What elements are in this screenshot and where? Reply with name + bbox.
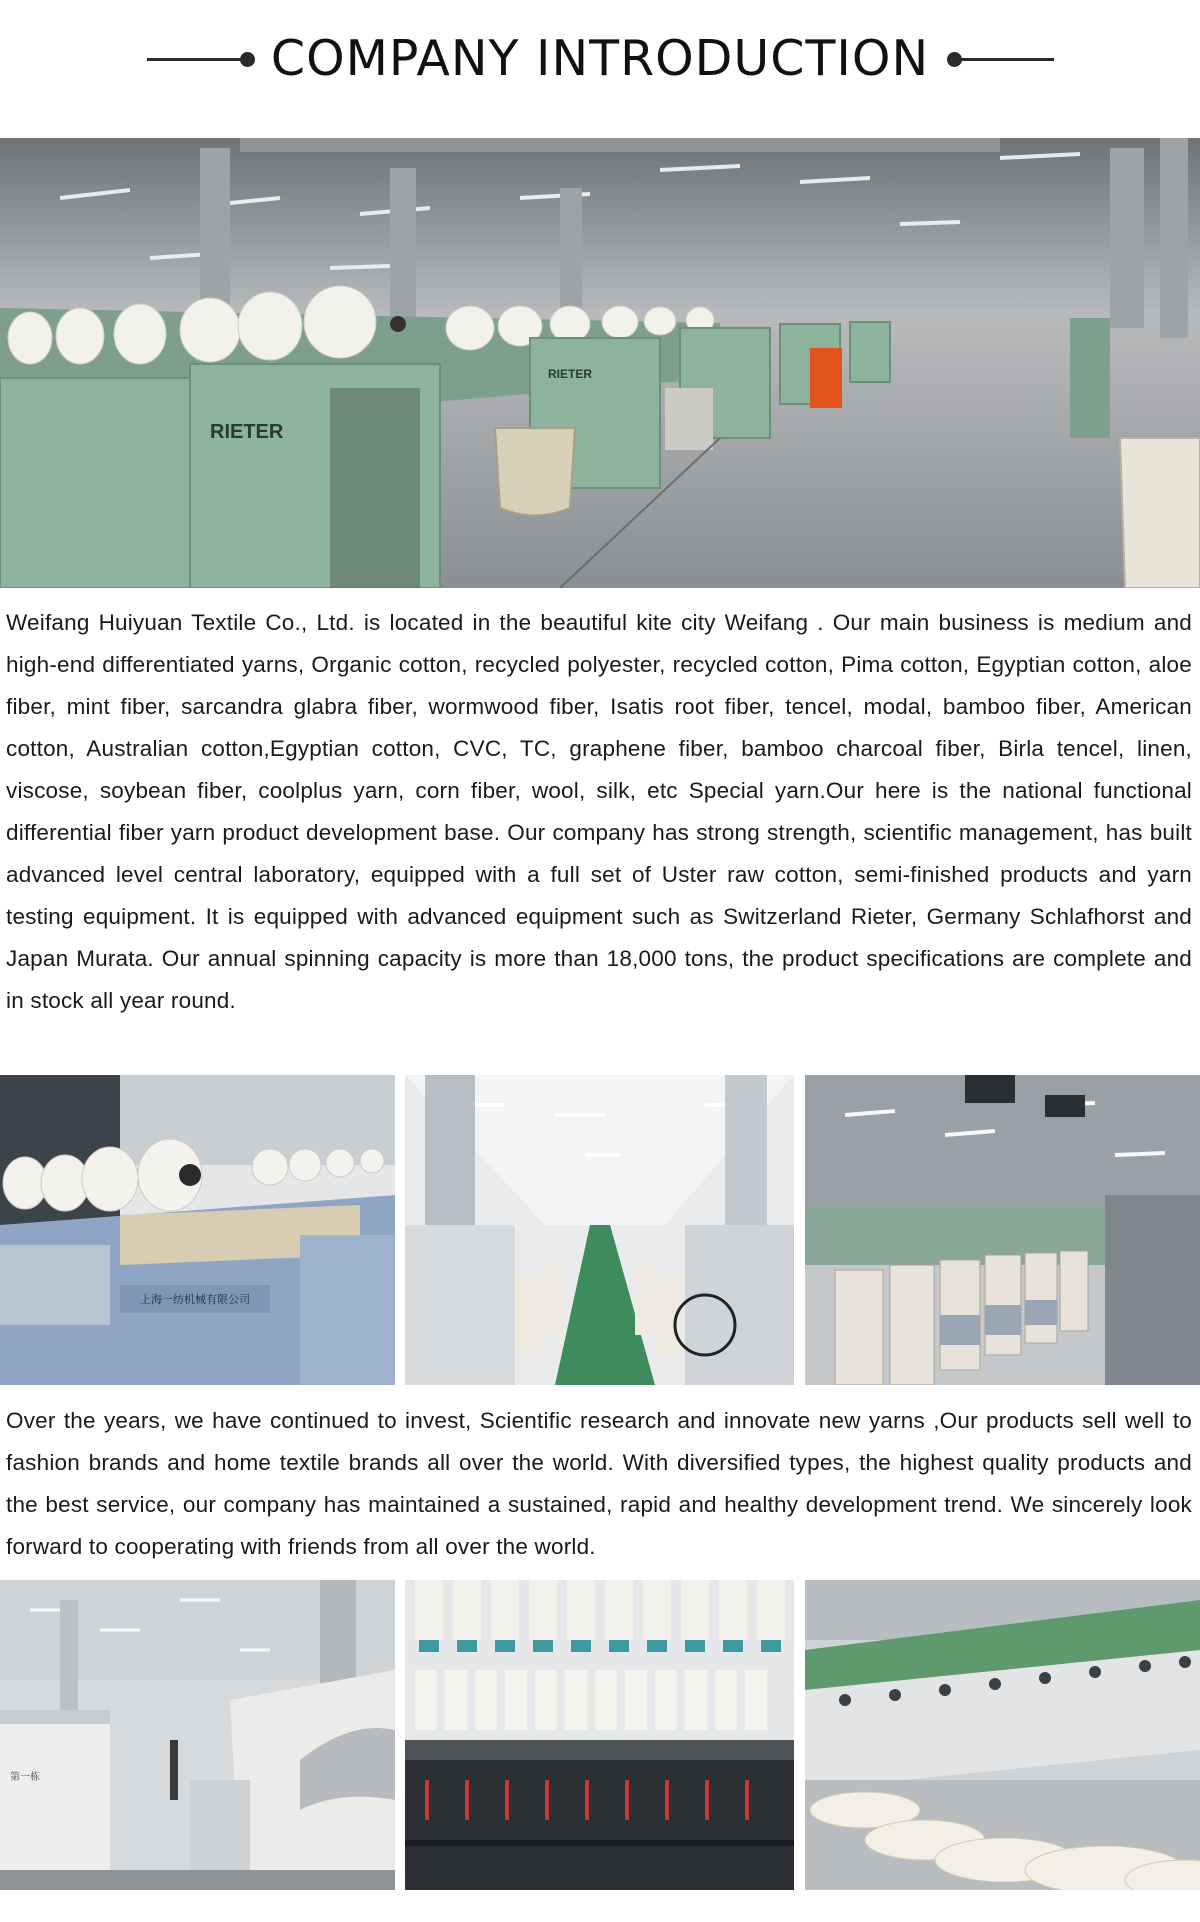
header-rule-right [953, 58, 1054, 61]
photo-roving-frame [405, 1580, 794, 1890]
photo-drawing-frames [805, 1075, 1200, 1385]
hero-factory-photo [0, 138, 1200, 588]
photo-winding-machines [805, 1580, 1200, 1890]
rieter-logo-2: RIETER [548, 367, 593, 381]
photo-combing-room [0, 1580, 395, 1890]
rieter-logo: RIETER [210, 421, 284, 443]
machine-maker-label: 上海一纺机械有限公司 [140, 1293, 250, 1306]
section-header [0, 0, 1200, 120]
page-title: COMPANY INTRODUCTION [270, 30, 930, 87]
intro-paragraph-2: Over the years, we have continued to invest, Scientific research and innovate new yarns ,Our products sell well to fashion brands and home textile brands all over the world. With diversified types, the highest quality products and the best service, our company has maintained a sustained, rapid and healthy development trend. We sincerely look forward to cooperating with friends from all over the world. [6, 1408, 1192, 1559]
intro-paragraph-1: Weifang Huiyuan Textile Co., Ltd. is located in the beautiful kite city Weifang . Our main business is medium and high-end differentiated yarns, Organic cotton, recycled polyester, recycled cotton, Pima cotton, Egyptian cotton, aloe fiber, mint fiber, sarcandra glabra fiber, wormwood fiber, Isatis root fiber, tencel, modal, bamboo fiber, American cotton, Australian cotton,Egyptian cotton, CVC, TC, graphene fiber, bamboo charcoal fiber, Birla tencel, linen, viscose, soybean fiber, coolplus yarn, corn fiber, wool, silk, etc Special yarn.Our here is the national functional differential fiber yarn product development base. Our company has strong strength, scientific management, has built advanced level central laboratory, equipped with a full set of Uster raw cotton, semi-finished products and yarn testing equipment. It is equipped with advanced equipment such as Switzerland Rieter, Germany Schlafhorst and Japan Murata. Our annual spinning capacity is more than 18,000 tons, the product specifications are complete and in stock all year round. [6, 610, 1192, 1013]
photo-spinning-aisle [405, 1075, 794, 1385]
workshop-sign: 第一栋 [10, 1772, 40, 1783]
photo-carding-machines [0, 1075, 395, 1385]
